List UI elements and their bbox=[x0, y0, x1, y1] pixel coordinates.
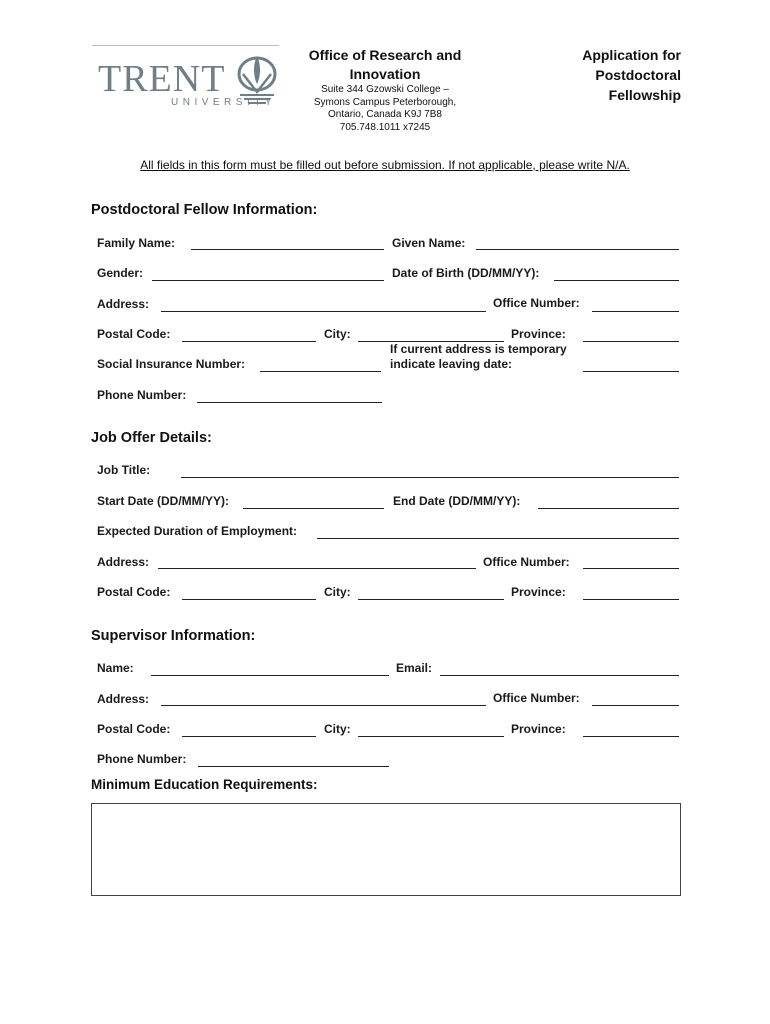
supervisor-name-label: Name: bbox=[97, 661, 134, 675]
fellow-address-label: Address: bbox=[97, 297, 150, 311]
duration-label: Expected Duration of Employment: bbox=[97, 524, 298, 538]
application-title-line: Application for bbox=[582, 47, 681, 63]
fellow-phone-label: Phone Number: bbox=[97, 388, 187, 402]
job-province-label: Province: bbox=[511, 585, 566, 599]
end-date-field[interactable] bbox=[538, 508, 679, 509]
supervisor-province-label: Province: bbox=[511, 722, 566, 736]
section-heading-education: Minimum Education Requirements: bbox=[91, 777, 318, 792]
duration-field[interactable] bbox=[317, 538, 679, 539]
office-title: Office of Research and Innovation bbox=[308, 47, 462, 82]
fellow-address-field[interactable] bbox=[161, 311, 486, 312]
job-city-field[interactable] bbox=[358, 599, 504, 600]
supervisor-office-number-field[interactable] bbox=[592, 705, 679, 706]
fellow-office-number-label: Office Number: bbox=[493, 296, 580, 310]
supervisor-postal-code-label: Postal Code: bbox=[97, 722, 171, 736]
sin-field[interactable] bbox=[260, 371, 381, 372]
gender-field[interactable] bbox=[152, 280, 384, 281]
supervisor-email-label: Email: bbox=[396, 661, 433, 675]
job-postal-code-label: Postal Code: bbox=[97, 585, 171, 599]
supervisor-name-field[interactable] bbox=[151, 675, 389, 676]
logo-subtext: UNIVERSITY bbox=[171, 97, 277, 108]
supervisor-phone-field[interactable] bbox=[198, 766, 389, 767]
office-address bbox=[300, 84, 470, 134]
application-title bbox=[555, 45, 681, 105]
application-title-line: Fellowship bbox=[608, 87, 681, 103]
fellow-province-label: Province: bbox=[511, 327, 566, 341]
job-title-field[interactable] bbox=[181, 477, 679, 478]
job-office-number-label: Office Number: bbox=[483, 555, 570, 569]
start-date-label: Start Date (DD/MM/YY): bbox=[97, 494, 230, 508]
job-office-number-field[interactable] bbox=[583, 568, 679, 569]
supervisor-address-label: Address: bbox=[97, 692, 150, 706]
application-title-line: Postdoctoral bbox=[595, 67, 681, 83]
education-requirements-textarea[interactable] bbox=[91, 803, 681, 896]
job-province-field[interactable] bbox=[583, 599, 679, 600]
office-address-line: Ontario, Canada K9J 7B8 bbox=[328, 109, 442, 120]
supervisor-office-number-label: Office Number: bbox=[493, 691, 580, 705]
section-heading-fellow: Postdoctoral Fellow Information: bbox=[91, 202, 318, 218]
job-title-label: Job Title: bbox=[97, 463, 151, 477]
job-postal-code-field[interactable] bbox=[182, 599, 316, 600]
end-date-label: End Date (DD/MM/YY): bbox=[393, 494, 521, 508]
section-heading-supervisor: Supervisor Information: bbox=[91, 628, 256, 644]
supervisor-city-label: City: bbox=[324, 722, 351, 736]
job-address-label: Address: bbox=[97, 555, 150, 569]
office-address-line: Suite 344 Gzowski College – bbox=[321, 84, 449, 95]
start-date-field[interactable] bbox=[243, 508, 384, 509]
fellow-office-number-field[interactable] bbox=[592, 311, 679, 312]
office-phone: 705.748.1011 x7245 bbox=[339, 121, 431, 133]
fellow-phone-field[interactable] bbox=[197, 402, 382, 403]
trent-emblem-icon bbox=[234, 52, 280, 110]
logo-wordmark: TRENT bbox=[98, 58, 226, 100]
supervisor-postal-code-field[interactable] bbox=[182, 736, 316, 737]
date-of-birth-label: Date of Birth (DD/MM/YY): bbox=[392, 266, 540, 280]
supervisor-address-field[interactable] bbox=[161, 705, 486, 706]
leaving-date-label: indicate leaving date: bbox=[390, 357, 513, 371]
fellow-city-label: City: bbox=[324, 327, 351, 341]
section-heading-job: Job Offer Details: bbox=[91, 430, 212, 446]
job-address-field[interactable] bbox=[158, 568, 476, 569]
instruction-text: All fields in this form must be filled out before submission. If not applicable, please write N/A. bbox=[140, 158, 630, 172]
given-name-label: Given Name: bbox=[392, 236, 466, 250]
job-city-label: City: bbox=[324, 585, 351, 599]
family-name-label: Family Name: bbox=[97, 236, 176, 250]
office-address-line: Symons Campus Peterborough, bbox=[313, 96, 457, 108]
family-name-field[interactable] bbox=[191, 249, 384, 250]
leaving-date-field[interactable] bbox=[583, 371, 679, 372]
sin-label: Social Insurance Number: bbox=[97, 357, 246, 371]
temporary-address-label: If current address is temporary bbox=[390, 342, 567, 356]
logo-rule bbox=[92, 45, 279, 46]
supervisor-email-field[interactable] bbox=[440, 675, 679, 676]
fellow-province-field[interactable] bbox=[583, 341, 679, 342]
supervisor-province-field[interactable] bbox=[583, 736, 679, 737]
given-name-field[interactable] bbox=[476, 249, 679, 250]
fellow-postal-code-field[interactable] bbox=[182, 341, 316, 342]
gender-label: Gender: bbox=[97, 266, 144, 280]
date-of-birth-field[interactable] bbox=[554, 280, 679, 281]
supervisor-phone-label: Phone Number: bbox=[97, 752, 187, 766]
fellow-postal-code-label: Postal Code: bbox=[97, 327, 171, 341]
supervisor-city-field[interactable] bbox=[358, 736, 504, 737]
